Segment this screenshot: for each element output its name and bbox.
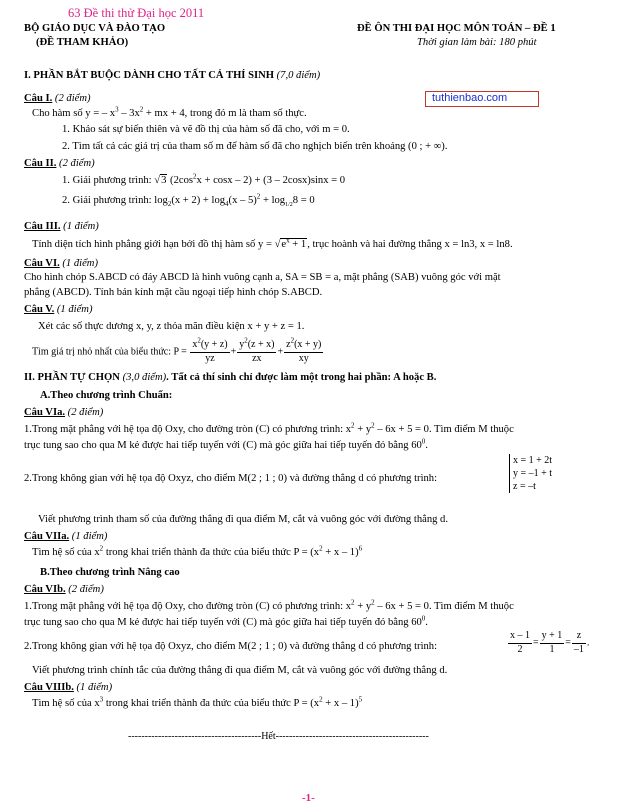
line-d-system: x = 1 + 2t y = –1 + t z = –t (509, 454, 552, 493)
question-6b-header: Câu VIb. (2 điểm) (24, 584, 104, 595)
question-3-header: Câu III. (1 điểm) (24, 221, 99, 232)
question-6a-item-1-line-1: 1.Trong mặt phẳng với hệ tọa độ Oxy, cho đường tròn (C) có phương trình: $x^2 + y^2 - 6x + 5 = 0$. Tìm điểm M thuộc (24, 421, 514, 435)
question-5-line-1: Xét các số thực dương x, y, z thỏa mãn điều kiện x + y + z = 1. (38, 321, 305, 332)
question-3-text: Tính diện tích hình phẳng giới hạn bởi đồ thị hàm số $y = √e^x + 1$, trục hoành và hai đường thẳng x = ln3, x = ln8. (32, 236, 513, 250)
question-6a-item-2-line-2: Viết phương trình tham số của đường thẳng đi qua điểm M, cắt và vuông góc với đường thẳng d. (38, 514, 449, 525)
question-7a-header: Câu VIIa. (1 điểm) (24, 531, 108, 542)
exam-title: ĐỀ ÔN THI ĐẠI HỌC MÔN TOÁN – ĐỀ 1 (357, 23, 556, 34)
reference-label: (ĐỀ THAM KHẢO) (36, 37, 129, 48)
question-2-header: Câu II. (2 điểm) (24, 158, 95, 169)
section-a-title: A.Theo chương trình Chuẩn: (40, 390, 173, 401)
part2-heading: II. PHẦN TỰ CHỌN (3,0 điểm). Tất cả thí sinh chỉ được làm một trong hai phần: A hoặc B. (24, 372, 437, 383)
ministry-name: BỘ GIÁO DỤC VÀ ĐÀO TẠO (24, 23, 166, 34)
question-6a-item-2-line-1: 2.Trong không gian với hệ tọa độ Oxyz, cho điểm M(2 ; 1 ; 0) và đường thẳng d có phương trình: (24, 473, 438, 484)
question-8b-text: Tìm hệ số của $x^3$ trong khai triển thành đa thức của biểu thức $P = (x^2 + x - 1)^5$ (32, 695, 363, 709)
question-1-item-2: 2. Tìm tất cả các giá trị của tham số m để hàm số đã cho nghịch biến trên khoảng (0 ; + ∞). (62, 141, 448, 152)
question-5-expression: Tìm giá trị nhỏ nhất của biểu thức: P = $\frac{x^2(y + z)}{yz}$ + $\frac{y^2(z + x)}{zx}$ + $\frac{z^2(x + y)}{xy}$ (32, 336, 322, 364)
line-d-canonical: $\frac{x - 1}{2}$ = $\frac{y + 1}{1}$ = $\frac{z}{-1}$ . (510, 630, 590, 655)
question-6b-item-2-line-1: 2.Trong không gian với hệ tọa độ Oxyz, cho điểm M(2 ; 1 ; 0) và đường thẳng d có phương trình: (24, 641, 438, 652)
collection-title: 63 Đề thi thử Đại học 2011 (68, 6, 205, 20)
question-1-item-1: 1. Khảo sát sự biến thiên và vẽ đồ thị của hàm số đã cho, với m = 0. (62, 124, 350, 135)
question-6-header: Câu VI. (1 điểm) (24, 258, 98, 269)
question-6-line-1: Cho hình chóp S.ABCD có đáy ABCD là hình vuông cạnh a, SA = SB = a, mặt phẳng (SAB) vuông góc với mặt (24, 272, 501, 283)
question-5-header: Câu V. (1 điểm) (24, 304, 93, 315)
question-6a-item-1-line-2: trục tung sao cho qua M kẻ được hai tiếp tuyến với (C) mà góc giữa hai tiếp tuyến đó bằng $60^0$. (24, 437, 428, 451)
end-marker: ----------------------------------------Hết---------------------------------------------- (128, 731, 429, 742)
question-1-header: Câu I. (2 điểm) (24, 93, 91, 104)
question-6b-item-2-line-2: Viết phương trình chính tắc của đường thẳng đi qua điểm M, cắt và vuông góc với đường thẳng d. (32, 665, 448, 676)
section-b-title: B.Theo chương trình Nâng cao (40, 567, 180, 578)
question-6b-item-1-line-2: trục tung sao cho qua M kẻ được hai tiếp tuyến với (C) mà góc giữa hai tiếp tuyến đó bằng $60^0$. (24, 614, 428, 628)
part1-heading: I. PHẦN BẮT BUỘC DÀNH CHO TẤT CẢ THÍ SINH (7,0 điểm) (24, 70, 321, 81)
question-7a-text: Tìm hệ số của $x^2$ trong khai triển thành đa thức của biểu thức $P = (x^2 + x - 1)^6$ (32, 544, 363, 558)
question-6a-header: Câu VIa. (2 điểm) (24, 407, 104, 418)
question-2-item-2: 2. Giải phương trình: $\log_2(x + 2) + \log_4(x - 5)^2 + \log_{1/2}8 = 0$ (62, 192, 315, 209)
question-2-item-1: 1. Giải phương trình: √3 $(2\cos^2x + \cos x - 2) + (3 - 2\cos x)\sin x = 0$ (62, 172, 346, 186)
question-1-intro: Cho hàm số y = – $x^3 - 3x^2$ + mx + 4, trong đó m là tham số thực. (32, 105, 307, 119)
question-6b-item-1-line-1: 1.Trong mặt phẳng với hệ tọa độ Oxy, cho đường tròn (C) có phương trình: $x^2 + y^2 - 6x + 5 = 0$. Tìm điểm M thuộc (24, 598, 514, 612)
question-8b-header: Câu VIIIb. (1 điểm) (24, 682, 113, 693)
page-number: -1- (302, 792, 315, 804)
exam-time: Thời gian làm bài: 180 phút (417, 37, 537, 48)
website-link[interactable]: tuthienbao.com (425, 91, 539, 107)
question-6-line-2: phẳng (ABCD). Tính bán kính mặt cầu ngoại tiếp hình chóp S.ABCD. (24, 287, 323, 298)
